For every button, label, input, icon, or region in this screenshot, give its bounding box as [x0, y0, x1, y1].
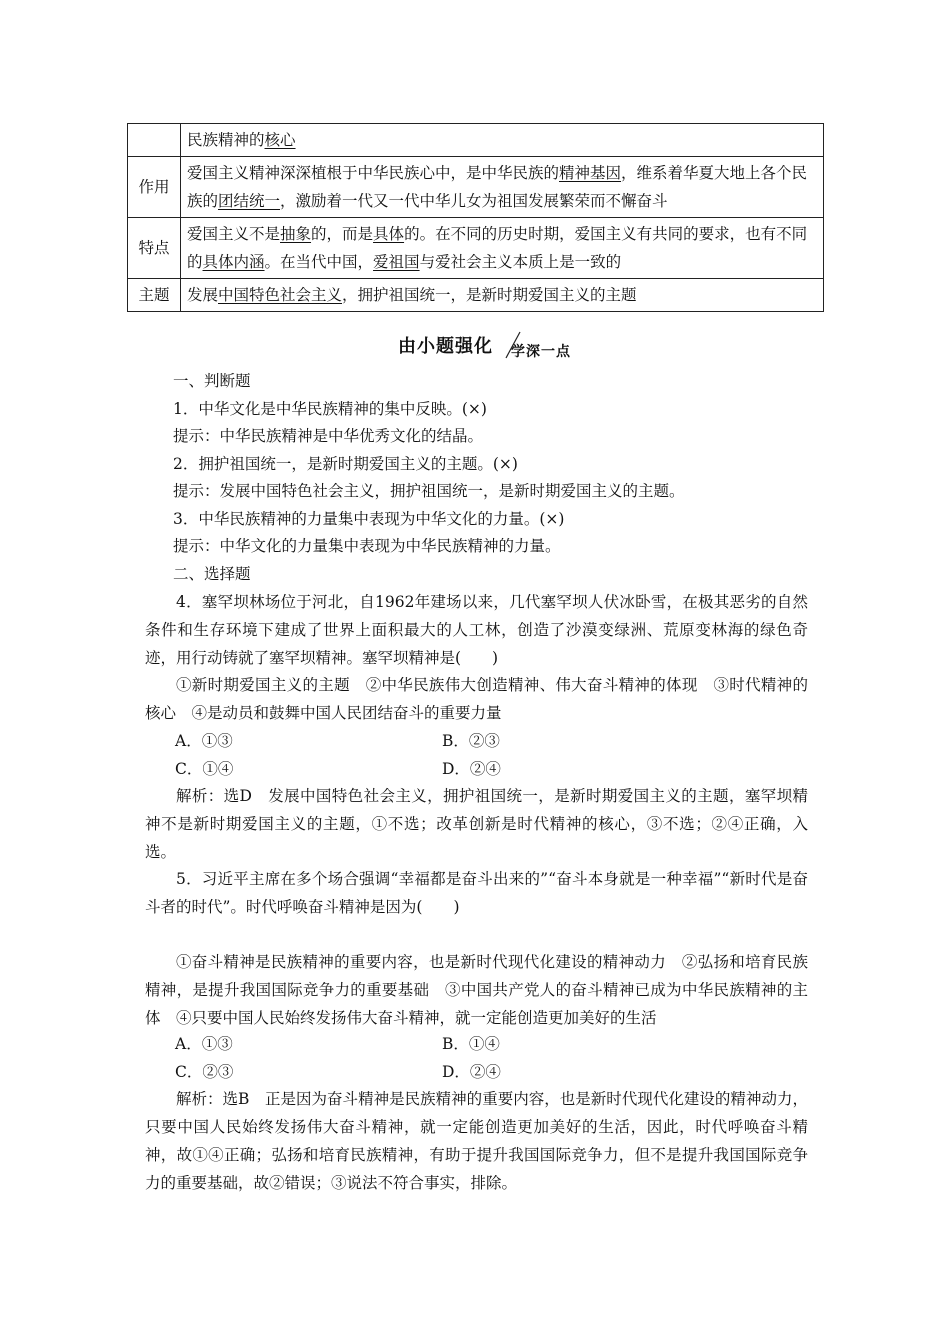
- text: 爱国主义不是: [187, 225, 281, 243]
- question: 4．塞罕坝林场位于河北，自1962年建场以来，几代塞罕坝人伏冰卧雪，在极其恶劣的自然条件和生存环境下建成了世界上面积最大的人工林，创造了沙漠变绿洲、荒原变林海的绿色奇迹，用行动铸就了塞罕坝精神。塞罕坝精神是( ): [145, 593, 808, 667]
- answer-items: ①新时期爱国主义的主题 ②中华民族伟大创造精神、伟大奋斗精神的体现 ③时代精神的核心 ④是动员和鼓舞中国人民团结奋斗的重要力量: [145, 676, 808, 722]
- key-term: 爱祖国: [373, 253, 420, 271]
- question: 5．习近平主席在多个场合强调“幸福都是奋斗出来的”“奋斗本身就是一种幸福”“新时代是奋斗者的时代”。时代呼唤奋斗精神是因为( ): [145, 870, 808, 916]
- section-banner: [398, 332, 598, 362]
- hint: 提示：发展中国特色社会主义，拥护祖国统一，是新时期爱国主义的主题。: [173, 482, 685, 500]
- key-term: 具体: [373, 225, 405, 243]
- text: ，激励着一代又一代中华儿女为祖国发展繁荣而不懈奋斗: [280, 192, 668, 210]
- option-c: C．②③: [175, 1063, 234, 1081]
- question: 1．中华文化是中华民族精神的集中反映。(×): [173, 400, 487, 418]
- patriotism-table: [127, 123, 824, 312]
- analysis: 解析：选D 发展中国特色社会主义，拥护祖国统一，是新时期爱国主义的主题，塞罕坝精神不是新时期爱国主义的主题，①不选；改革创新是时代精神的核心，③不选；②④正确，入选。: [145, 787, 808, 861]
- question: 2．拥护祖国统一，是新时期爱国主义的主题。(×): [173, 455, 518, 473]
- text: 民族精神的: [187, 131, 265, 149]
- table-row: [128, 157, 824, 218]
- text: 的。在不同的历史时期，爱国主义有共同的要求，也有不同的: [187, 225, 808, 271]
- text: ，维系着华夏大地上各个民族的: [187, 164, 808, 210]
- row-content: [181, 157, 824, 218]
- row-content: [181, 218, 824, 279]
- text: 的，而是: [311, 225, 374, 243]
- banner-subtitle: 学深一点: [511, 344, 571, 360]
- row-content: [181, 124, 824, 157]
- key-term: 抽象: [280, 225, 312, 243]
- row-label: [128, 124, 181, 157]
- section-heading: 二、选择题: [173, 565, 251, 583]
- table-row: [128, 124, 824, 157]
- text: 与爱社会主义本质上是一致的: [419, 253, 622, 271]
- key-term: 核心: [264, 131, 296, 149]
- option-c: C．①④: [175, 760, 234, 778]
- text: ，拥护祖国统一，是新时期爱国主义的主题: [342, 286, 637, 304]
- answer-items: ①奋斗精神是民族精神的重要内容，也是新时代现代化建设的精神动力 ②弘扬和培育民族精神，是提升我国国际竞争力的重要基础 ③中国共产党人的奋斗精神已成为中华民族精神的主体 ④只要中国人民始终发扬伟大奋斗精神，就一定能创造更加美好的生活: [145, 953, 808, 1027]
- question: 3．中华民族精神的力量集中表现为中华文化的力量。(×): [173, 510, 565, 528]
- text: 发展: [187, 286, 219, 304]
- table-row: [128, 279, 824, 312]
- row-content: [181, 279, 824, 312]
- key-term: 中国特色社会主义: [218, 286, 343, 304]
- key-term: 精神基因: [559, 164, 622, 182]
- option-d: D．②④: [442, 1063, 501, 1081]
- row-label: 作用: [128, 157, 181, 218]
- key-term: 具体内涵: [202, 253, 265, 271]
- option-a: A．①③: [175, 1035, 233, 1053]
- table-row: [128, 218, 824, 279]
- text: 。在当代中国，: [264, 253, 374, 271]
- option-a: A．①③: [175, 732, 233, 750]
- analysis: 解析：选B 正是因为奋斗精神是民族精神的重要内容，也是新时代现代化建设的精神动力，只要中国人民始终发扬伟大奋斗精神，就一定能创造更加美好的生活，因此，时代呼唤奋斗精神，故①④正确；弘扬和培育民族精神，有助于提升我国国际竞争力，但不是提升我国国际竞争力的重要基础，故②错误；③说法不符合事实，排除。: [145, 1090, 808, 1192]
- row-label: 主题: [128, 279, 181, 312]
- banner-title: 由小题强化: [398, 336, 493, 357]
- option-d: D．②④: [442, 760, 501, 778]
- hint: 提示：中华文化的力量集中表现为中华民族精神的力量。: [173, 537, 561, 555]
- section-heading: 一、判断题: [173, 372, 251, 390]
- option-b: B．①④: [442, 1035, 500, 1053]
- hint: 提示：中华民族精神是中华优秀文化的结晶。: [173, 427, 484, 445]
- text: 爱国主义精神深深植根于中华民族心中，是中华民族的: [187, 164, 560, 182]
- row-label: 特点: [128, 218, 181, 279]
- option-b: B．②③: [442, 732, 500, 750]
- key-term: 团结统一: [218, 192, 281, 210]
